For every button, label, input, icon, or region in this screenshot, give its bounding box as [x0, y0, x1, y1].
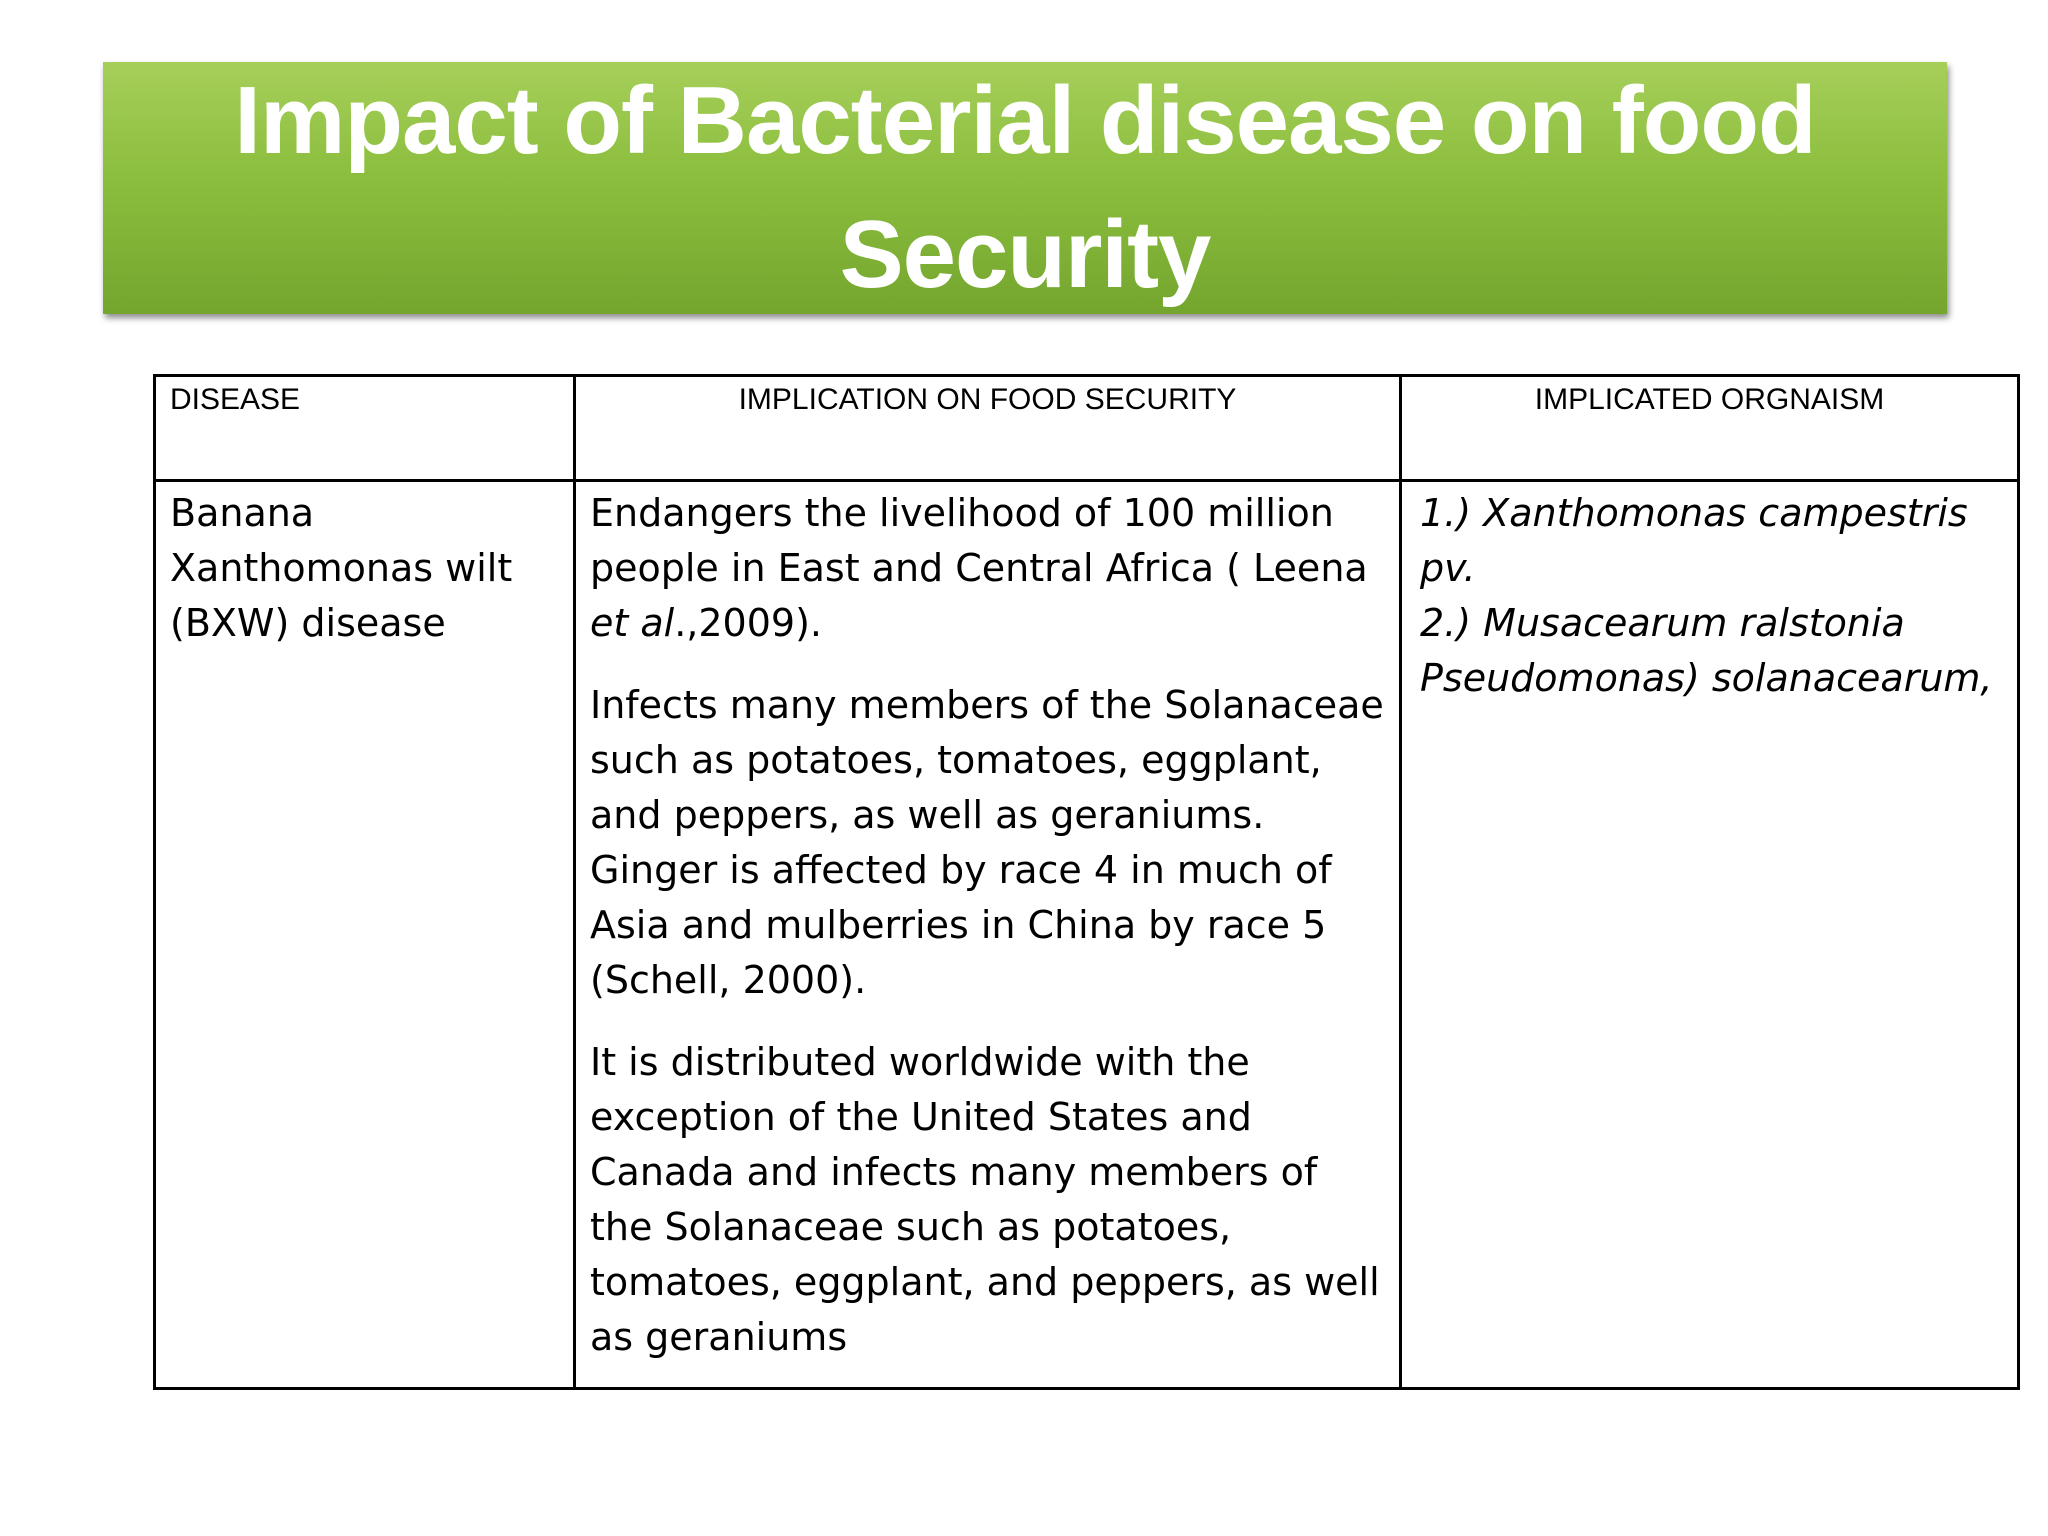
title-banner — [103, 62, 1947, 314]
implication-p1-tail: .,2009). — [674, 601, 822, 645]
table-row — [155, 481, 2019, 1389]
implication-cell — [575, 481, 1401, 1389]
header-row — [155, 376, 2019, 481]
implication-paragraph-1 — [590, 486, 1385, 651]
header-implication — [575, 376, 1401, 481]
slide-title: Impact of Bacterial disease on food Security — [234, 67, 1816, 308]
implication-paragraph-2: Infects many members of the Solanaceae such as potatoes, tomatoes, eggplant, and peppers, as well as geraniums. Ginger is affected by race 4 in much of Asia and mulberries in China by race 5 (Schell, 2000). — [590, 683, 1384, 1002]
organism-item-2: 2.) Musacearum ralstonia Pseudomonas) solanacearum, — [1420, 601, 1993, 700]
header-disease-label: DISEASE — [170, 383, 301, 416]
disease-name: Banana Xanthomonas wilt (BXW) disease — [170, 491, 513, 645]
header-disease — [155, 376, 575, 481]
header-organism-label: IMPLICATED ORGNAISM — [1534, 383, 1885, 416]
organism-cell — [1401, 481, 2019, 1389]
header-organism — [1401, 376, 2019, 481]
implication-p1-italic: et al — [590, 601, 675, 645]
implication-p1-text: Endangers the livelihood of 100 million people in East and Central Africa ( Leena — [590, 491, 1368, 590]
disease-cell — [155, 481, 575, 1389]
header-implication-label: IMPLICATION ON FOOD SECURITY — [738, 383, 1237, 416]
disease-table — [153, 374, 2020, 1390]
implication-paragraph-3: It is distributed worldwide with the exception of the United States and Canada and infects many members of the Solanaceae such as potatoes, tomatoes, eggplant, and peppers, as well as geraniums — [590, 1040, 1380, 1359]
organism-item-1: 1.) Xanthomonas campestris pv. — [1420, 491, 1968, 590]
